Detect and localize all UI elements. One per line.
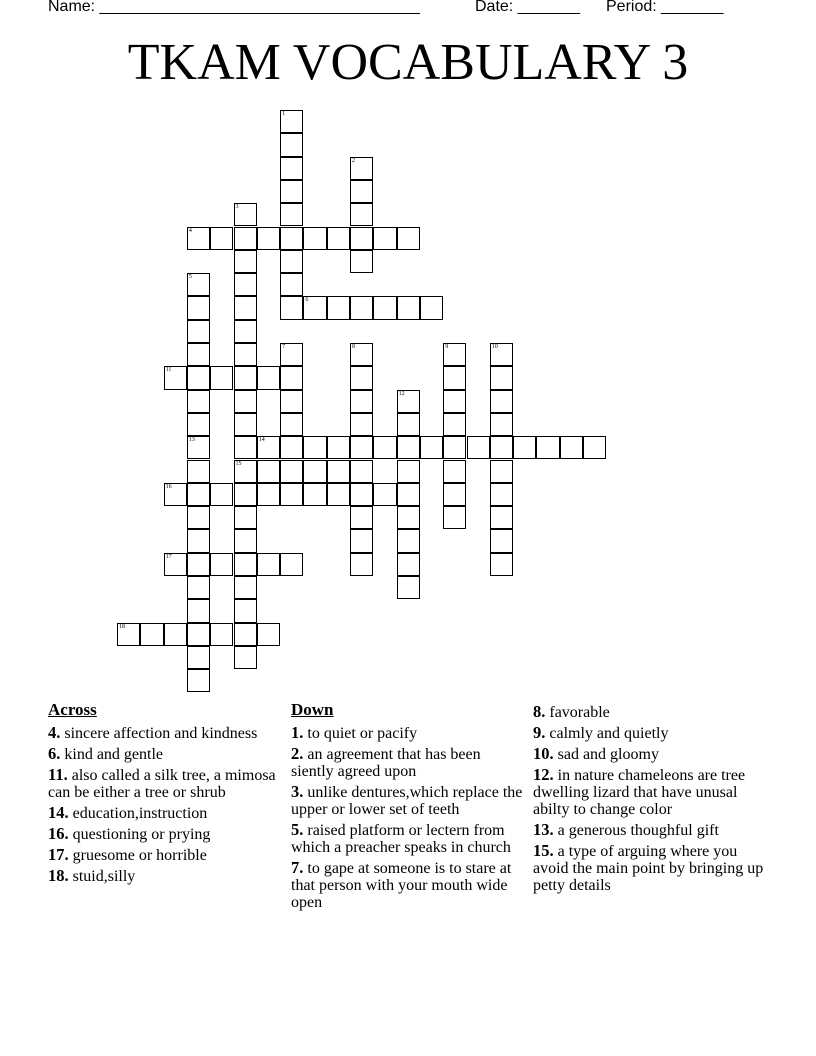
cell-number: 15 (235, 460, 242, 467)
page-title: TKAM VOCABULARY 3 (127, 34, 689, 91)
crossword-cell[interactable] (443, 390, 466, 413)
crossword-cell[interactable] (280, 133, 303, 156)
crossword-cell[interactable] (257, 553, 280, 576)
crossword-cell[interactable] (303, 436, 326, 459)
crossword-cell[interactable] (234, 623, 257, 646)
crossword-cell[interactable] (350, 296, 373, 319)
clue-text: calmly and quietly (545, 725, 669, 742)
crossword-cell[interactable] (443, 460, 466, 483)
crossword-cell[interactable] (420, 296, 443, 319)
down-clues-continued (533, 703, 765, 897)
crossword-cell[interactable] (327, 460, 350, 483)
clue-number: 12. (533, 765, 554, 784)
crossword-cell[interactable] (490, 529, 513, 552)
crossword-cell[interactable] (397, 483, 420, 506)
crossword-cell[interactable] (234, 366, 257, 389)
crossword-cell[interactable] (210, 227, 233, 250)
clue-item (291, 783, 527, 818)
crossword-cell[interactable] (280, 483, 303, 506)
clue-text: raised platform or lectern from which a preacher speaks in church (291, 822, 511, 856)
crossword-cell[interactable] (187, 320, 210, 343)
clue-number: 16. (48, 824, 69, 843)
crossword-cell[interactable] (234, 390, 257, 413)
cell-number: 7 (282, 344, 286, 350)
crossword-cell[interactable] (420, 436, 443, 459)
crossword-cell[interactable] (280, 390, 303, 413)
clue-number: 2. (291, 744, 304, 763)
across-clues (48, 700, 278, 888)
crossword-cell[interactable] (234, 506, 257, 529)
clue-item (533, 766, 765, 818)
period-field[interactable]: Period: _______ (606, 0, 724, 15)
cell-number: 13 (188, 437, 195, 444)
crossword-cell[interactable] (373, 436, 396, 459)
crossword-cell[interactable] (187, 553, 210, 576)
crossword-cell[interactable] (234, 296, 257, 319)
crossword-cell[interactable] (257, 483, 280, 506)
crossword-cell[interactable] (373, 296, 396, 319)
clue-text: an agreement that has been siently agreed upon (291, 746, 481, 780)
crossword-cell[interactable] (234, 576, 257, 599)
crossword-cell[interactable] (397, 390, 420, 413)
clue-item (291, 859, 527, 911)
clue-number: 17. (48, 845, 69, 864)
clue-item (533, 724, 765, 742)
clue-text: sincere affection and kindness (60, 725, 258, 742)
cell-number: 4 (188, 227, 192, 234)
name-field[interactable]: Name: ____________________________________ (48, 0, 420, 15)
crossword-cell[interactable] (280, 203, 303, 226)
crossword-cell[interactable] (280, 366, 303, 389)
clue-item (48, 745, 278, 763)
crossword-cell[interactable] (210, 483, 233, 506)
crossword-cell[interactable] (350, 529, 373, 552)
cell-number: 5 (188, 274, 192, 281)
crossword-cell[interactable] (490, 553, 513, 576)
crossword-cell[interactable] (443, 506, 466, 529)
crossword-cell[interactable] (234, 553, 257, 576)
clue-text: unlike dentures,which replace the upper or lower set of teeth (291, 784, 523, 818)
crossword-cell[interactable] (443, 366, 466, 389)
crossword-cell[interactable] (187, 669, 210, 692)
clue-number: 7. (291, 858, 304, 877)
crossword-cell[interactable] (443, 483, 466, 506)
clue-item (533, 821, 765, 839)
cell-number: 18 (119, 623, 125, 630)
clue-text: a generous thoughful gift (553, 822, 719, 839)
crossword-cell[interactable] (234, 599, 257, 622)
crossword-cell[interactable] (350, 227, 373, 250)
crossword-cell[interactable] (164, 623, 187, 646)
cell-number: 14 (258, 437, 265, 444)
crossword-cell[interactable] (350, 390, 373, 413)
crossword-cell[interactable] (280, 157, 303, 180)
clue-item (291, 724, 527, 742)
crossword-cell[interactable] (350, 506, 373, 529)
crossword-cell[interactable] (280, 180, 303, 203)
crossword-cell[interactable] (443, 436, 466, 459)
crossword-cell[interactable] (187, 576, 210, 599)
crossword-cell[interactable] (280, 273, 303, 296)
crossword-cell[interactable] (187, 483, 210, 506)
crossword-cell[interactable] (280, 343, 303, 366)
clue-text: also called a silk tree, a mimosa can be either a tree or shrub (48, 767, 276, 801)
clue-item (291, 821, 527, 856)
clue-number: 6. (48, 744, 61, 763)
crossword-cell[interactable] (187, 599, 210, 622)
cell-number: 17 (165, 553, 172, 560)
clue-item (533, 842, 765, 894)
crossword-cell[interactable] (280, 296, 303, 319)
crossword-cell[interactable] (280, 110, 303, 133)
crossword-cell[interactable] (187, 343, 210, 366)
crossword-cell[interactable] (257, 436, 280, 459)
crossword-cell[interactable] (467, 436, 490, 459)
crossword-cell[interactable] (490, 366, 513, 389)
crossword-cell[interactable] (350, 250, 373, 273)
crossword-cell[interactable] (327, 296, 350, 319)
crossword-cell[interactable] (490, 436, 513, 459)
across-heading: Across (48, 700, 97, 719)
crossword-cell[interactable] (257, 366, 280, 389)
clue-number: 4. (48, 723, 61, 742)
crossword-cell[interactable] (187, 460, 210, 483)
clue-text: a type of arguing where you avoid the main point by bringing up petty details (533, 843, 764, 894)
crossword-cell[interactable] (234, 413, 257, 436)
crossword-cell[interactable] (397, 460, 420, 483)
crossword-cell[interactable] (397, 506, 420, 529)
crossword-cell[interactable] (257, 623, 280, 646)
crossword-cell[interactable] (140, 623, 163, 646)
crossword-cell[interactable] (187, 390, 210, 413)
cell-number: 10 (491, 344, 498, 350)
crossword-cell[interactable] (187, 366, 210, 389)
crossword-cell[interactable] (373, 483, 396, 506)
crossword-cell[interactable] (443, 413, 466, 436)
crossword-cell[interactable] (210, 623, 233, 646)
crossword-cell[interactable] (280, 413, 303, 436)
crossword-cell[interactable] (350, 157, 373, 180)
crossword-cell[interactable] (560, 436, 583, 459)
crossword-cell[interactable] (536, 436, 559, 459)
crossword-cell[interactable] (350, 366, 373, 389)
crossword-cell[interactable] (350, 436, 373, 459)
crossword-cell[interactable] (490, 506, 513, 529)
crossword-cell[interactable] (187, 436, 210, 459)
clue-number: 11. (48, 765, 68, 784)
crossword-cell[interactable] (490, 483, 513, 506)
cell-number: 6 (305, 297, 309, 304)
crossword-cell[interactable] (234, 646, 257, 669)
crossword-cell[interactable] (350, 203, 373, 226)
cell-number: 1 (282, 111, 286, 117)
clue-text: education,instruction (68, 805, 208, 822)
crossword-cell[interactable] (280, 436, 303, 459)
crossword-cell[interactable] (490, 460, 513, 483)
clue-item (48, 804, 278, 822)
crossword-cell[interactable] (234, 529, 257, 552)
clue-text: questioning or prying (68, 826, 211, 843)
crossword-cell[interactable] (164, 366, 187, 389)
cell-number: 16 (165, 483, 172, 490)
clue-item (533, 745, 765, 763)
crossword-cell[interactable] (164, 483, 187, 506)
crossword-cell[interactable] (490, 390, 513, 413)
clue-text: favorable (545, 704, 610, 721)
crossword-cell[interactable] (350, 553, 373, 576)
crossword-cell[interactable] (350, 413, 373, 436)
crossword-cell[interactable] (234, 227, 257, 250)
crossword-cell[interactable] (397, 436, 420, 459)
crossword-cell[interactable] (373, 227, 396, 250)
clue-number: 13. (533, 820, 554, 839)
crossword-cell[interactable] (397, 529, 420, 552)
clue-number: 5. (291, 820, 304, 839)
crossword-cell[interactable] (443, 343, 466, 366)
crossword-cell[interactable] (187, 273, 210, 296)
date-field[interactable]: Date: _______ (475, 0, 580, 15)
crossword-cell[interactable] (187, 506, 210, 529)
clue-text: to gape at someone is to stare at that person with your mouth wide open (291, 860, 512, 911)
clue-text: kind and gentle (60, 746, 164, 763)
cell-number: 12 (398, 390, 405, 397)
crossword-cell[interactable] (257, 227, 280, 250)
clue-item (48, 825, 278, 843)
crossword-cell[interactable] (187, 296, 210, 319)
crossword-cell[interactable] (350, 483, 373, 506)
crossword-cell[interactable] (327, 483, 350, 506)
down-heading: Down (291, 700, 334, 719)
crossword-cell[interactable] (327, 436, 350, 459)
crossword-cell[interactable] (257, 460, 280, 483)
clue-number: 18. (48, 866, 69, 885)
crossword-cell[interactable] (280, 227, 303, 250)
clue-item (291, 745, 527, 780)
crossword-cell[interactable] (210, 553, 233, 576)
clue-number: 1. (291, 723, 304, 742)
clue-item (48, 724, 278, 742)
crossword-cell[interactable] (280, 250, 303, 273)
cell-number: 9 (445, 344, 449, 350)
crossword-cell[interactable] (397, 227, 420, 250)
crossword-cell[interactable] (397, 413, 420, 436)
crossword-cell[interactable] (350, 343, 373, 366)
cell-number: 8 (352, 344, 355, 350)
crossword-cell[interactable] (350, 460, 373, 483)
crossword-cell[interactable] (327, 227, 350, 250)
crossword-cell[interactable] (583, 436, 606, 459)
crossword-cell[interactable] (234, 460, 257, 483)
crossword-cell[interactable] (280, 460, 303, 483)
crossword-cell[interactable] (303, 227, 326, 250)
cell-number: 3 (235, 204, 239, 211)
crossword-cell[interactable] (397, 296, 420, 319)
clue-number: 9. (533, 723, 546, 742)
crossword-cell[interactable] (350, 180, 373, 203)
clue-text: to quiet or pacify (303, 725, 418, 742)
crossword-cell[interactable] (490, 413, 513, 436)
clue-text: sad and gloomy (553, 746, 659, 763)
crossword-cell[interactable] (303, 483, 326, 506)
crossword-cell[interactable] (187, 413, 210, 436)
clue-item (48, 846, 278, 864)
crossword-cell[interactable] (187, 227, 210, 250)
clue-text: in nature chameleons are tree dwelling lizard that have unusal abilty to change color (533, 767, 746, 818)
crossword-cell[interactable] (234, 320, 257, 343)
crossword-cell[interactable] (397, 553, 420, 576)
clue-text: gruesome or horrible (68, 847, 207, 864)
crossword-cell[interactable] (280, 553, 303, 576)
crossword-cell[interactable] (234, 250, 257, 273)
crossword-cell[interactable] (164, 553, 187, 576)
crossword-cell[interactable] (234, 483, 257, 506)
clue-item (48, 867, 278, 885)
crossword-cell[interactable] (303, 296, 326, 319)
clue-number: 3. (291, 782, 304, 801)
crossword-cell[interactable] (234, 273, 257, 296)
crossword-cell[interactable] (210, 366, 233, 389)
crossword-cell[interactable] (513, 436, 536, 459)
cell-number: 11 (165, 367, 172, 374)
crossword-cell[interactable] (234, 343, 257, 366)
crossword-cell[interactable] (187, 529, 210, 552)
crossword-cell[interactable] (187, 646, 210, 669)
crossword-cell[interactable] (117, 623, 140, 646)
clue-number: 10. (533, 744, 554, 763)
clue-number: 8. (533, 702, 546, 721)
crossword-cell[interactable] (234, 436, 257, 459)
crossword-cell[interactable] (234, 203, 257, 226)
crossword-cell[interactable] (187, 623, 210, 646)
crossword-cell[interactable] (397, 576, 420, 599)
crossword-cell[interactable] (303, 460, 326, 483)
clue-item (48, 766, 278, 801)
clue-number: 14. (48, 803, 69, 822)
student-info-header (48, 0, 768, 20)
clue-text: stuid,silly (68, 868, 136, 885)
crossword-cell[interactable] (490, 343, 513, 366)
down-clues (291, 700, 527, 914)
cell-number: 2 (352, 157, 355, 164)
clue-number: 15. (533, 841, 554, 860)
clue-item (533, 703, 765, 721)
